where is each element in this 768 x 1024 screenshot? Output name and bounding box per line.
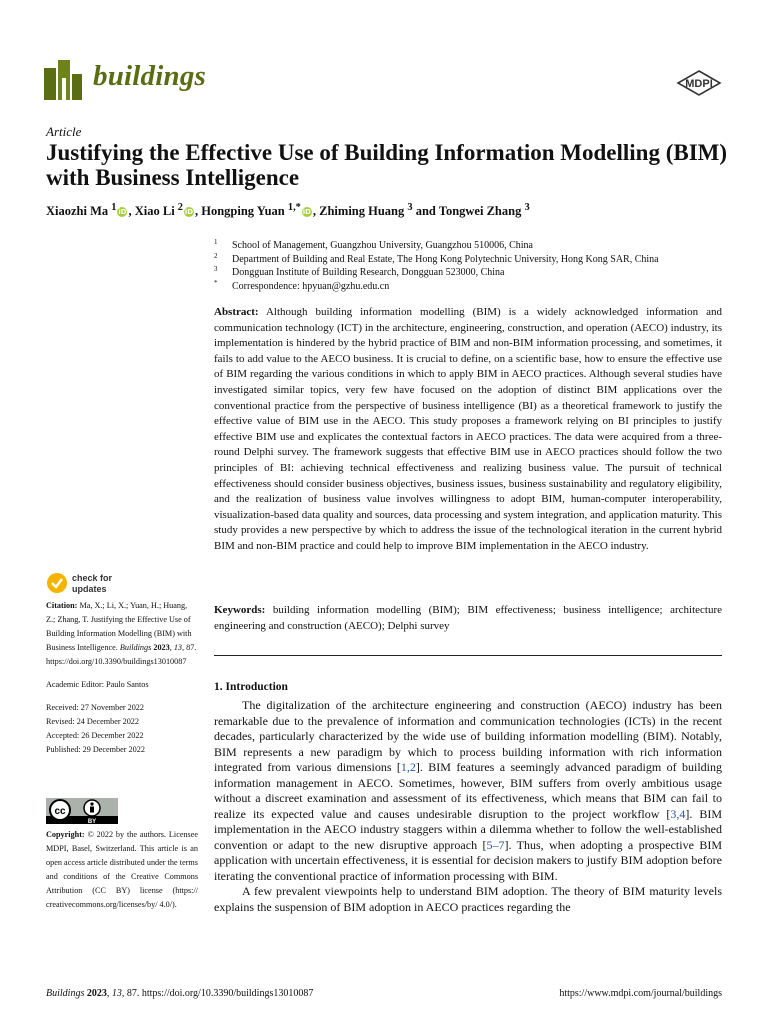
citation: Citation: Ma, X.; Li, X.; Yuan, H.; Huang, Z.; Zhang, T. Justifying the Effective Use of Building Information Modelling (BIM) with Business Intelligence. Buildings 2023, 13, 87. https://doi.org/10.3390/buildings13010087 [46,601,197,666]
reference-link[interactable]: 5–7 [486,837,505,852]
orcid-icon[interactable]: iD [184,208,194,217]
author-name: Xiaozhi Ma [46,204,109,219]
by-label: BY [87,819,97,824]
author-name: Hongping Yuan [201,204,285,219]
check-updates-line1: check for [72,573,113,583]
academic-editor: Academic Editor: Paulo Santos [46,680,149,689]
date-received: Received: 27 November 2022 [46,703,144,712]
paragraph: A few prevalent viewpoints help to understand BIM adoption. The theory of BIM maturity levels explains the suspension of BIM adoption in AECO practices regarding the [214,884,722,914]
author-affil-mark: 1 [111,202,117,213]
affiliation-item: 1 School of Management, Guangzhou University, Guangzhou 510006, China [214,238,533,251]
check-updates-line2: updates [72,584,107,594]
article-type: Article [46,124,82,139]
reference-link[interactable]: 1,2 [400,760,416,774]
section-heading: 1. Introduction [214,681,288,693]
journal-name: buildings [93,60,207,92]
author-name: Xiao Li [134,204,175,219]
footer-citation: Buildings 2023, 13, 87. https://doi.org/10.3390/buildings13010087 [46,988,314,999]
author-and: and [415,204,436,219]
author-affil-mark: 3 [524,202,530,213]
cc-label: cc [54,806,66,817]
date-accepted: Accepted: 26 December 2022 [46,731,144,740]
sidebar-info [46,599,198,757]
buildings-logo-icon [44,60,88,100]
reference-link[interactable]: 3,4 [670,806,686,821]
paragraph: The digitalization of the architecture engineering and construction (AECO) industry has been remarkable due to the prevalence of information and communication technologies (ICTs) in the recent decades, particularly characterized by the wide use of building information modelling (BIM). Notably, BIM represents a new paradigm by which to process building information with rich information integrated from various dimensions [1,2]. BIM features a seemingly advanced paradigm of building information management in AECO. Sometimes, however, BIM suffers from overly ambitious usage without a discreet examination and assessment of its effectiveness, which means that BIM can fail to realize its expected value and causes undesirable disruption to the project workflow [3,4]. BIM implementation in the AECO industry staggers within a dilemma whether to follow the well-established convention or adapt to the new disruptive approach [5–7]. Thus, when adopting a prospective BIM application with uncertain effectiveness, it is essential for decision makers to justify BIM adoption before iterating the conventional practice of information processing with BIM. [214,698,722,883]
paper-title: Justifying the Effective Use of Building Information Modelling (BIM) with Business Intelligence [46,140,728,190]
abstract [214,305,722,555]
cc-by-license-icon[interactable] [46,798,118,824]
author-affil-mark: 2 [177,202,183,213]
date-revised: Revised: 24 December 2022 [46,717,139,726]
footer-journal-url[interactable]: https://www.mdpi.com/journal/buildings [559,988,722,999]
abstract-label: Abstract: [214,306,259,318]
keywords [214,603,722,634]
divider [214,655,722,656]
check-for-updates-badge[interactable] [46,572,156,594]
keywords-label: Keywords: [214,604,266,616]
author-affil-mark: 1,* [287,202,301,213]
orcid-icon[interactable]: iD [302,208,311,217]
abstract-text: Although building information modelling (BIM) is a widely acknowledged information and communication technology (ICT) in the architecture, engineering, construction, and operation (AECO) industry, its implementation is hindered by the hybrid practice of BIM and non-BIM information processing, and sometimes, it fails to add value to the AECO business. It is crucial to define, on a scientific base, how to ensure the effective use of BIM regarding the various conditions in which to apply BIM in AECO practices. Although several studies have investigated similar topics, very few have focused on the adoption of distinct BIM applications over the conventional practice from the perspective of business intelligence (BI) as a theoretical framework to justify the effective value of BIM use in the AECO. This study proposes a framework relying on BI principles to justify effective BIM use and explicates the contextual factors in AECO practices. The data were acquired from a three-round Delphi survey. The framework suggests that effective BIM use in AECO practices should follow the two principles of BI: achieving technical effectiveness and realizing business value. The pursuit of technical effectiveness should consider business objectives, business issues, business sustainability and regulatory eligibility, and the realization of business value involves willingness to adopt BIM, human-computer interoperability, visualization-based data quality and sources, data processing and system integration, and application maturity. This study provides a new perspective by which to address the issue of the technological iteration in the current hybrid BIM and non-BIM practice and could help to improve BIM implementation in the AECO industry. [214,306,722,552]
copyright-notice: Copyright: © 2022 by the authors. Licensee MDPI, Basel, Switzerland. This article is an open access article distributed under the terms and conditions of the Creative Commons Attribution (CC BY) license (https:// creativecommons.org/licenses/by/ 4.0/). [46,830,199,909]
publisher-name: MDPI [685,78,713,90]
author-list: Xiaozhi Ma $^1$ iD , Xiao Li $^2$ iD , Hongping Yuan $^{1,*}$ iD , Zhiming Huang $^3$ and Tongwei Zhang $^3$ [46,202,530,219]
author-name: Tongwei Zhang [438,204,522,219]
affiliation-item: 2 Department of Building and Real Estate, The Hong Kong Polytechnic University, Hong Kong SAR, China [214,251,659,265]
keywords-text: building information modelling (BIM); BIM effectiveness; business intelligence; architecture engineering and construction (AECO); Delphi survey [214,604,723,632]
author-affil-mark: 3 [407,202,413,213]
date-published: Published: 29 December 2022 [46,745,145,754]
correspondence: * Correspondence: hpyuan@gzhu.edu.cn [214,278,390,292]
orcid-icon[interactable]: iD [118,208,127,217]
mdpi-logo-icon [676,70,722,96]
author-name: Zhiming Huang [319,204,405,219]
introduction-body [214,698,722,915]
affiliation-item: 3 Dongguan Institute of Building Research, Dongguan 523000, China [214,265,505,278]
affiliations [214,239,734,293]
